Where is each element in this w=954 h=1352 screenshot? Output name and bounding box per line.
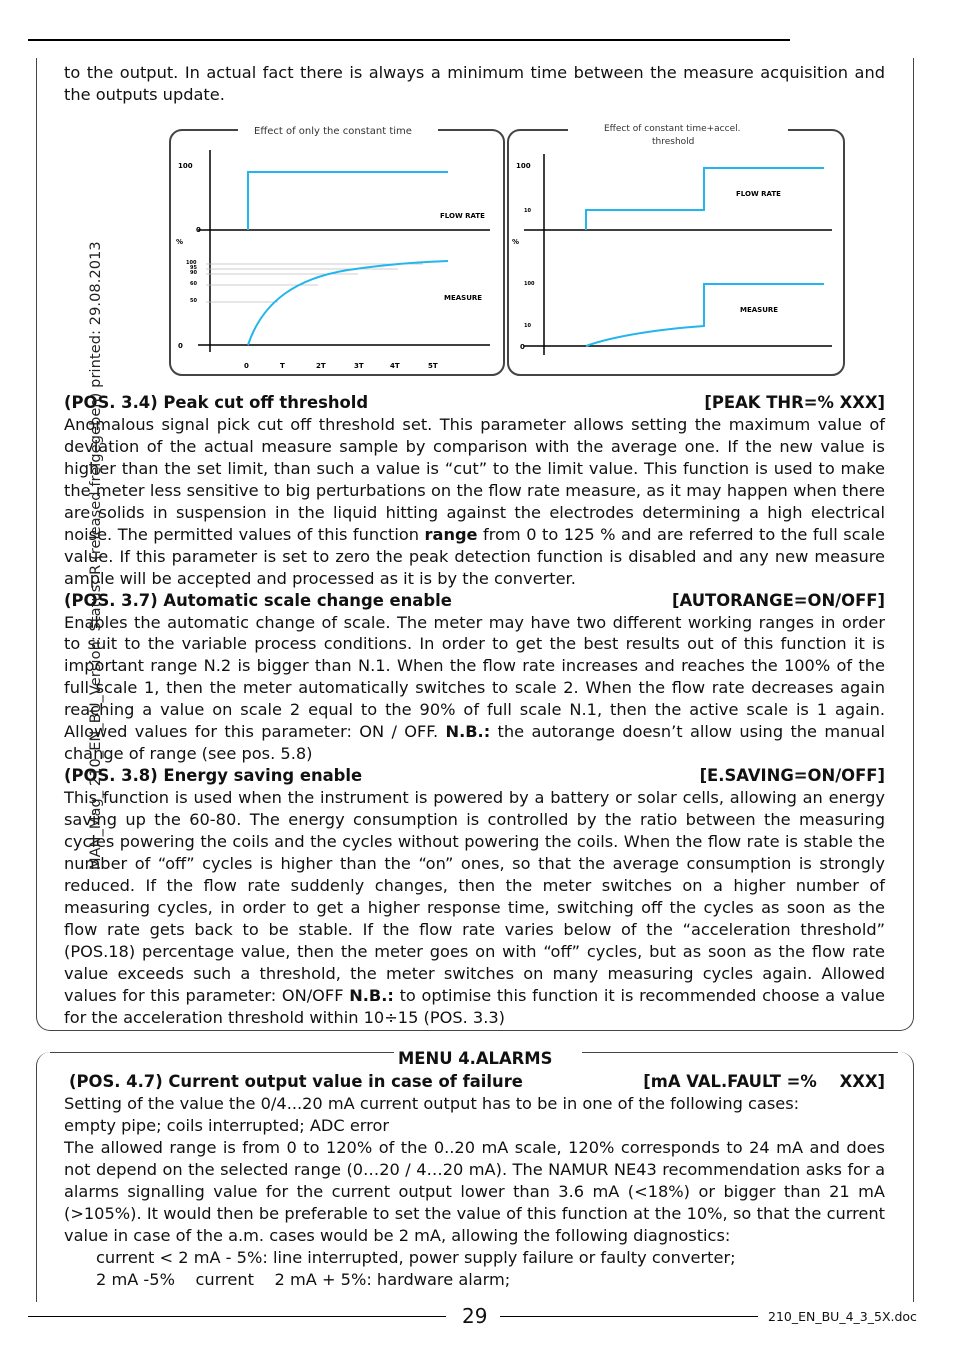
right-tick-100-bot: 100: [524, 281, 535, 287]
left-tick-100-bot: 100: [186, 260, 197, 266]
right-tick-10-top: 10: [524, 208, 531, 214]
diagnostic-item-1: current < 2 mA - 5%: line interrupted, power supply failure or faulty converter;: [96, 1247, 736, 1267]
left-tick-50-bot: 50: [190, 298, 197, 304]
right-caption-line2: threshold: [652, 137, 695, 147]
pos-3-4-title: (POS. 3.4) Peak cut off threshold: [64, 393, 369, 412]
pos-3-8-code: [E.SAVING=ON/OFF]: [699, 766, 885, 786]
left-xtick-4t: 4T: [390, 362, 400, 370]
figure-right-panel: [508, 120, 844, 375]
footer-rule-left: [28, 1316, 446, 1317]
right-label-measure: MEASURE: [740, 306, 779, 314]
left-label-flowrate: FLOW RATE: [440, 212, 485, 220]
footer-rule-right: [500, 1316, 758, 1317]
right-tick-10-bot: 10: [524, 323, 531, 329]
intro-paragraph: [64, 62, 885, 106]
section-pos-3-4: [64, 392, 885, 1029]
footer-file-name: 210_EN_BU_4_3_5X.doc: [768, 1309, 917, 1324]
pos-3-7-body: Enables the automatic change of scale. The meter may have two different working ranges in order to suit to the variable process conditions. In order to get the best results out of this function it is important range N.2 is bigger than N.1. When the flow rate increases and reaches the 100% of the full scale 1, then the meter automatically switches to scale 2. When the flow rate decreases again reaching a value on scale 2 equal to the 90% of full scale N.1, then the active scale is 1 again. Allowed values for this parameter: ON / OFF. N.B.: the autorange doesn’t allow using the manual change of range (see pos. 5.8): [64, 612, 885, 764]
left-tick-100-top: 100: [178, 162, 193, 170]
pos-3-7-title: (POS. 3.7) Automatic scale change enable: [64, 590, 452, 610]
left-tick-0-bot: 0: [178, 342, 183, 350]
left-tick-90-bot: 90: [190, 270, 197, 276]
pos-3-8-body: This function is used when the instrument is powered by a battery or solar cells, allowing an energy saving up the 60-80. The energy consumption is controlled by the ratio between the measuring cycles powering the coils and the cycles without powering the coils. When the flow rate is stable the number of “off” cycles is higher than the “on” ones, so that the average consumption is strongly reduced. If the flow rate suddenly changes, then the meter switches on a higher number of measuring cycles, in order to get a higher response time, switching off the cycles as soon as the flow rate gets back to be stable. If the flow rate varies below of the “acceleration threshold” (POS.18) percentage value, then the meter goes on with “off” cycles, but as soon as the flow rate value exceeds such a threshold, the meter switches on many measuring cycles again. Allowed values for this parameter: ON/OFF N.B.: to optimise this function it is recommended choose a value for the acceleration threshold within 10÷15 (POS. 3.3): [64, 788, 885, 1027]
left-tick-95-bot: 95: [190, 265, 197, 271]
diagnostic-item-2: 2 mA -5% current 2 mA + 5%: hardware alarm;: [96, 1269, 511, 1289]
left-tick-0-top: 0: [196, 226, 201, 234]
top-rule: [28, 39, 790, 41]
pos-4-7-para2: empty pipe; coils interrupted; ADC error: [64, 1115, 390, 1135]
left-xtick-t: T: [280, 362, 285, 370]
menu-4-title: MENU 4.ALARMS: [398, 1049, 553, 1068]
left-caption: Effect of only the constant time: [254, 126, 412, 137]
page-number: 29: [462, 1304, 488, 1328]
right-caption-line1: Effect of constant time+accel.: [604, 124, 741, 134]
pos-3-8-title: (POS. 3.8) Energy saving enable: [64, 766, 363, 786]
pos-4-7-code: [mA VAL.FAULT =% XXX]: [643, 1072, 885, 1091]
frame-top-rule-left: [50, 1052, 394, 1053]
pos-3-4-code: [PEAK THR=% XXX]: [704, 393, 885, 412]
section-pos-4-7: [64, 1071, 885, 1291]
pos-4-7-para1: Setting of the value the 0/4...20 mA current output has to be in one of the following cases:: [64, 1093, 800, 1113]
pos-3-7-heading: [64, 590, 885, 612]
pos-3-8-heading: [64, 765, 885, 787]
left-xtick-2t: 2T: [316, 362, 326, 370]
figure-left-panel: [170, 124, 504, 375]
left-tick-60-bot: 60: [190, 281, 197, 287]
pos-3-4-heading: [64, 392, 885, 414]
left-label-measure: MEASURE: [444, 294, 483, 302]
left-xtick-5t: 5T: [428, 362, 438, 370]
pos-3-4-body: Anomalous signal pick cut off threshold set. This parameter allows setting the maximum value of deviation of the actual measure sample by comparison with the average one. If the new value is higher than the set limit, than such a value is “cut” to the limit value. This function is used to make the meter less sensitive to big perturbations on the flow rate measure, as it may happen when there are solids in suspension in the liquid hitting against the electrodes determining a high electrical noise. The permitted values of this function range from 0 to 125 % and are referred to the full scale value. If this parameter is set to zero the peak detection function is disabled and any new measure ample will be accepted and processed as it is by the converter.: [64, 414, 885, 588]
response-figure: [168, 120, 848, 378]
pos-3-7-code: [AUTORANGE=ON/OFF]: [672, 590, 885, 610]
intro-text: to the output. In actual fact there is always a minimum time between the measure acquisition and the outputs update.: [64, 63, 885, 104]
right-tick-100-top: 100: [516, 162, 531, 170]
right-label-flowrate: FLOW RATE: [736, 190, 781, 198]
pos-4-7-heading: [64, 1071, 885, 1093]
left-xtick-3t: 3T: [354, 362, 364, 370]
frame-top-rule-right: [582, 1052, 898, 1053]
right-tick-0-bot: 0: [520, 343, 525, 351]
pos-4-7-title: (POS. 4.7) Current output value in case of failure: [69, 1072, 523, 1091]
side-watermark: MAN_Mag_ 210_EN_BU_Version: Status: R (released freigegeben) printed: 29.08.2013: [88, 241, 104, 870]
right-axis-pct: %: [512, 238, 520, 246]
left-axis-pct: %: [176, 238, 184, 246]
left-xtick-0: 0: [244, 362, 249, 370]
pos-4-7-para3: The allowed range is from 0 to 120% of the 0..20 mA scale, 120% corresponds to 24 mA and does not depend on the selected range (0…20 / 4…20 mA). The NAMUR NE43 recommendation asks for a alarms signalling value for the current output lower than 3.6 mA (<18%) or bigger than 21 mA (>105%). It would then be preferable to set the value of this function at the 10%, so that the current value in case of the a.m. cases would be 2 mA, allowing the following diagnostics:: [64, 1137, 885, 1245]
